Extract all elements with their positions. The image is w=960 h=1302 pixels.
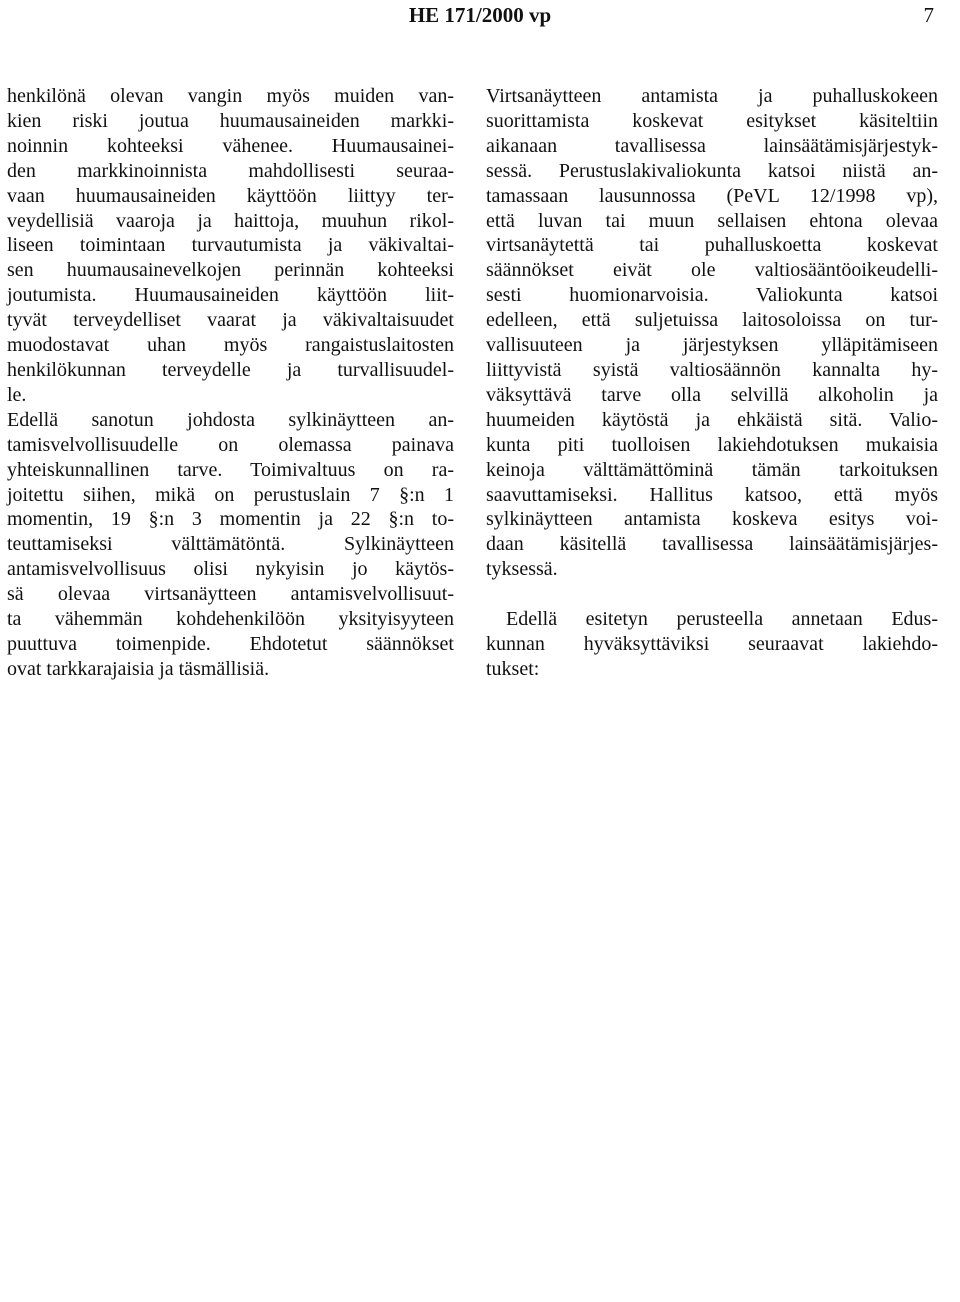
text-line: tyksessä. [486,558,558,581]
text-line: ta vähemmän kohdehenkilöön yksityisyyteen [7,608,454,631]
right-paragraph-2 [486,607,938,682]
text-line: aikanaan tavallisessa lainsäätämisjärjestyk- [486,134,938,157]
left-paragraph-2 [7,408,454,682]
text-line: saavuttamiseksi. Hallitus katsoo, että myös [486,483,938,506]
page-number: 7 [923,3,934,27]
paragraph-gap [486,582,938,607]
left-column [7,84,454,682]
text-line: teuttamiseksi välttämätöntä. Sylkinäytteen [7,533,454,556]
text-line: noinnin kohteeksi vähenee. Huumausainei- [7,134,454,157]
right-paragraph-1 [486,84,938,582]
text-line: kien riski joutua huumausaineiden markki- [7,109,454,132]
text-line: veydellisiä vaaroja ja haittoja, muuhun rikol- [7,209,454,232]
text-line: että luvan tai muun sellaisen ehtona olevaa [486,209,938,232]
text-line: sylkinäytteen antamista koskeva esitys voi- [486,508,938,531]
text-line: vallisuuteen ja järjestyksen ylläpitämiseen [486,334,938,357]
text-line: Edellä esitetyn perusteella annetaan Edus- [506,608,938,631]
text-line: den markkinoinnista mahdollisesti seuraa- [7,159,454,182]
text-line: le. [7,383,27,406]
text-line: kunta piti tuolloisen lakiehdotuksen mukaisia [486,433,938,456]
text-line: suorittamista koskevat esitykset käsiteltiin [486,109,938,132]
text-line: joitettu siihen, mikä on perustuslain 7 §:n 1 [7,483,454,506]
text-line: antamisvelvollisuus olisi nykyisin jo käytös- [7,558,454,581]
text-line: sen huumausainevelkojen perinnän kohteeksi [7,259,454,282]
text-line: ovat tarkkarajaisia ja täsmällisiä. [7,657,270,680]
text-line: tyvät terveydelliset vaarat ja väkivaltaisuudet [7,309,454,332]
text-line: muodostavat uhan myös rangaistuslaitosten [7,334,454,357]
text-line: säännökset eivät ole valtiosääntöoikeudelli- [486,259,938,282]
left-paragraph-1 [7,84,454,408]
page-header-title: HE 171/2000 vp [408,3,552,27]
text-line: Virtsanäytteen antamista ja puhalluskokeen [486,85,938,107]
text-line: vaan huumausaineiden käyttöön liittyy ter- [7,184,454,207]
text-line: keinoja välttämättöminä tämän tarkoituksen [486,458,938,481]
text-line: daan käsitellä tavallisessa lainsäätämisjärjes- [486,533,938,556]
text-line: henkilönä olevan vangin myös muiden van- [7,85,454,107]
text-line: liittyvistä syistä valtiosäännön kannalta hy- [486,358,938,381]
text-line: tamisvelvollisuudelle on olemassa painava [7,433,454,456]
right-column [486,84,938,682]
text-line: Edellä sanotun johdosta sylkinäytteen an- [7,408,454,431]
text-line: yhteiskunnallinen tarve. Toimivaltuus on ra- [7,458,454,481]
text-line: tamassaan lausunnossa (PeVL 12/1998 vp), [486,184,938,207]
text-line: liseen toimintaan turvautumista ja väkivaltai- [7,234,454,257]
text-line: joutumista. Huumausaineiden käyttöön liit- [7,284,454,307]
text-line: huumeiden käytöstä ja ehkäistä sitä. Valio- [486,408,938,431]
text-line: sesti huomionarvoisia. Valiokunta katsoi [486,284,938,307]
text-line: edelleen, että suljetuissa laitosoloissa on tur- [486,309,938,332]
text-line: henkilökunnan terveydelle ja turvallisuudel- [7,358,454,381]
text-line: väksyttävä tarve olla selvillä alkoholin ja [486,383,938,406]
text-line: momentin, 19 §:n 3 momentin ja 22 §:n to- [7,508,454,531]
text-line: sä olevaa virtsanäytteen antamisvelvollisuut- [7,583,454,606]
text-line: puuttuva toimenpide. Ehdotetut säännökset [7,632,454,655]
text-line: kunnan hyväksyttäviksi seuraavat lakiehdo- [486,633,938,656]
text-line: sessä. Perustuslakivaliokunta katsoi niistä an- [486,159,938,182]
text-line: virtsanäytettä tai puhalluskoetta koskevat [486,234,938,257]
text-line: tukset: [486,657,540,680]
